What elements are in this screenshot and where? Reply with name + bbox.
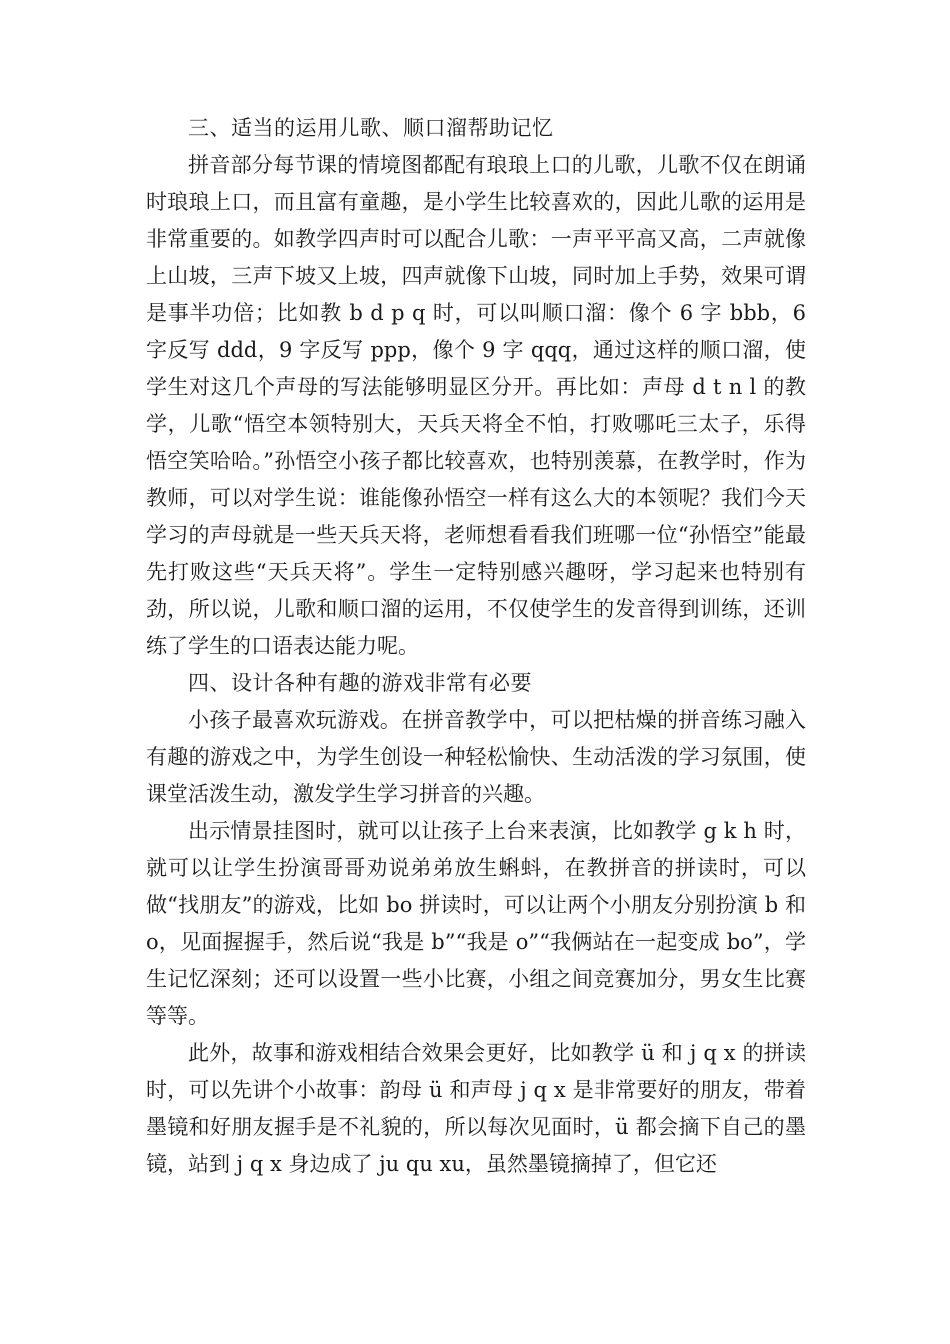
section-4-paragraph-1: 小孩子最喜欢玩游戏。在拼音教学中，可以把枯燥的拼音练习融入有趣的游戏之中，为学生创设一种轻松愉快、生动活泼的学习氛围，使课堂活泼生动，激发学生学习拼音的兴趣。: [146, 708, 806, 806]
document-page: [146, 110, 806, 1183]
section-4-paragraph-2: 出示情景挂图时，就可以让孩子上台来表演，比如教学 g k h 时，就可以让学生扮演哥哥劝说弟弟放生蝌蚪，在教拼音的拼读时，可以做“找朋友”的游戏，比如 bo 拼读时，可以让两个小朋友分别扮演 b 和 o，见面握握手，然后说“我是 b”“我是 o”“我俩站在一起变成 bo”，学生记忆深刻；还可以设置一些小比赛，小组之间竞赛加分，男女生比赛等等。: [146, 819, 806, 1028]
section-4-heading: 四、设计各种有趣的游戏非常有必要: [188, 671, 532, 695]
section-3-paragraph: 拼音部分每节课的情境图都配有琅琅上口的儿歌，儿歌不仅在朗诵时琅琅上口，而且富有童趣，是小学生比较喜欢的，因此儿歌的运用是非常重要的。如教学四声时可以配合儿歌：一声平平高又高，二声就像上山坡，三声下坡又上坡，四声就像下山坡，同时加上手势，效果可谓是事半功倍；比如教 b d p q 时，可以叫顺口溜：像个 6 字 bbb，6 字反写 ddd，9 字反写 ppp，像个 9 字 qqq，通过这样的顺口溜，使学生对这几个声母的写法能够明显区分开。再比如：声母 d t n l 的教学，儿歌“悟空本领特别大，天兵天将全不怕，打败哪吒三太子，乐得悟空笑哈哈。”孙悟空小孩子都比较喜欢，也特别羡慕，在教学时，作为教师，可以对学生说：谁能像孙悟空一样有这么大的本领呢？我们今天学习的声母就是一些天兵天将，老师想看看我们班哪一位“孙悟空”能最先打败这些“天兵天将”。学生一定特别感兴趣呀，学习起来也特别有劲，所以说，儿歌和顺口溜的运用，不仅使学生的发音得到训练，还训练了学生的口语表达能力呢。: [146, 153, 806, 658]
section-3-heading: 三、适当的运用儿歌、顺口溜帮助记忆: [188, 116, 554, 140]
section-4-paragraph-3: 此外，故事和游戏相结合效果会更好，比如教学 ü 和 j q x 的拼读时，可以先讲个小故事：韵母 ü 和声母 j q x 是非常要好的朋友，带着墨镜和好朋友握手是不礼貌的，所以每次见面时，ü 都会摘下自己的墨镜，站到 j q x 身边成了 ju qu xu，虽然墨镜摘掉了，但它还: [146, 1041, 806, 1176]
